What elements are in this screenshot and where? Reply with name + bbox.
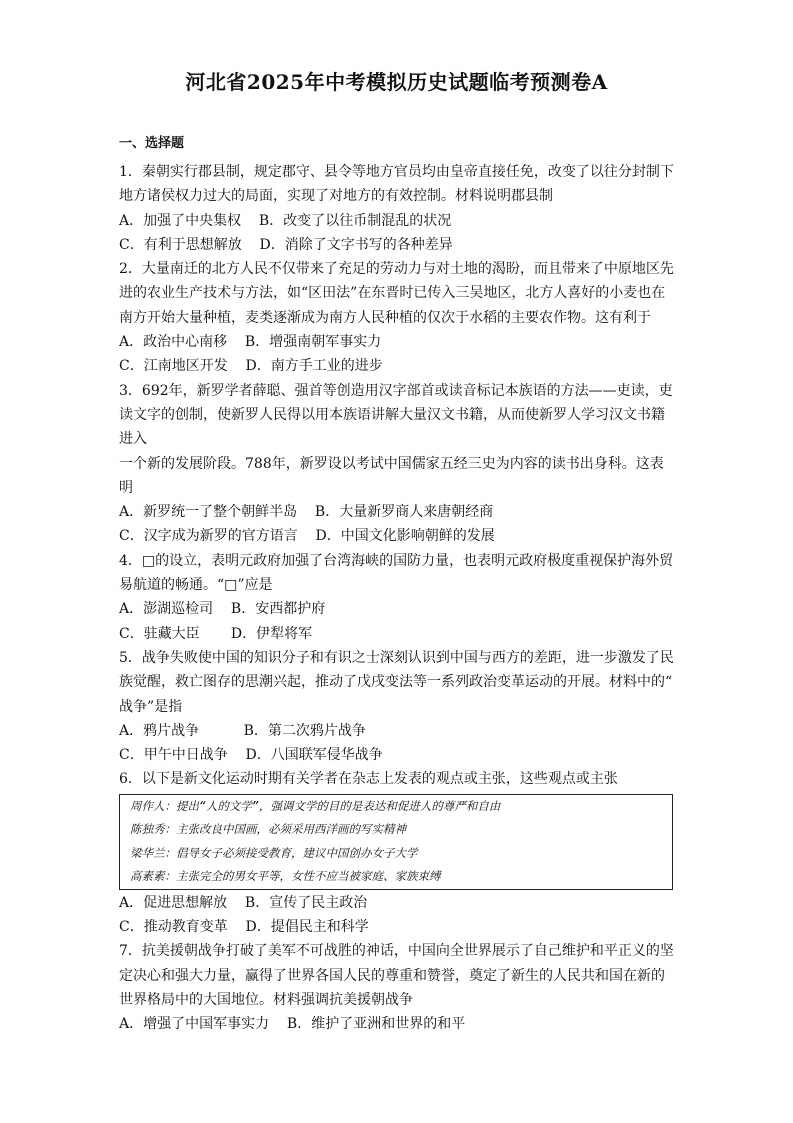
- question-stem-line: 战争”是指: [119, 698, 183, 715]
- answer-options-row: C．江南地区开发 D．南方手工业的进步: [119, 358, 383, 375]
- question-stem-line: 7．抗美援朝战争打破了美军不可战胜的神话，中国向全世界展示了自己维护和平正义的坚: [119, 943, 674, 960]
- answer-options-row: C．有利于思想解放 D．消除了文字书写的各种差异: [119, 236, 453, 253]
- question-stem-line: 5．战争失败使中国的知识分子和有识之士深刻认识到中国与西方的差距，进一步激发了民: [119, 649, 674, 666]
- question-stem-line: 定决心和强大力量，赢得了世界各国人民的尊重和赞誉，奠定了新生的人民共和国在新的: [119, 967, 665, 984]
- answer-options-row: C．甲午中日战争 D．八国联军侵华战争: [119, 747, 383, 764]
- answer-options-row: A．新罗统一了整个朝鲜半岛 B．大量新罗商人来唐朝经商: [119, 504, 494, 521]
- question-6: [119, 767, 675, 939]
- page-title: 河北省2025年中考模拟历史试题临考预测卷A: [185, 70, 608, 94]
- question-stem-line: 4．□的设立，表明元政府加强了台湾海峡的国防力量，也表明元政府极度重视保护海外贸: [119, 552, 674, 569]
- question-stem-line: 3．692年，新罗学者薛聪、强首等创造用汉字部首或读音标记本族语的方法——吏读，吏: [119, 382, 673, 399]
- question-stem-line: 2．大量南迁的北方人民不仅带来了充足的劳动力与对土地的渴盼，而且带来了中原地区先: [119, 261, 674, 278]
- quote-line: 梁华兰：倡导女子必须接受教育，建议中国创办女子大学: [130, 845, 418, 860]
- question-stem-line: 进入: [119, 431, 147, 448]
- question-5: [119, 646, 675, 767]
- question-stem-line: 1．秦朝实行郡县制，规定郡守、县令等地方官员均由皇帝直接任免，改变了以往分封制下: [119, 164, 674, 180]
- question-4: [119, 549, 675, 646]
- question-stem-line: 南方开始大量种植，麦类逐渐成为南方人民种植的仅次于水稻的主要农作物。这有利于: [119, 309, 651, 326]
- question-stem-line: 6．以下是新文化运动时期有关学者在杂志上发表的观点或主张，这些观点或主张: [119, 771, 618, 788]
- question-1: [119, 160, 675, 257]
- answer-options-row: C．推动教育变革 D．提倡民主和科学: [119, 919, 369, 936]
- question-stem-line: 读文字的创制，使新罗人民得以用本族语讲解大量汉文书籍，从而使新罗人学习汉文书籍: [119, 406, 665, 423]
- question-stem-line: 明: [119, 479, 133, 496]
- answer-options-row: A．增强了中国军事实力 B．维护了亚洲和世界的和平: [119, 1016, 466, 1033]
- quote-line: 陈独秀：主张改良中国画，必须采用西洋画的写实精神: [130, 822, 406, 837]
- question-stem-line: 地方诸侯权力过大的局面，实现了对地方的有效控制。材料说明郡县制: [119, 188, 553, 205]
- question-2: [119, 257, 675, 378]
- answer-options-row: C．汉字成为新罗的官方语言 D．中国文化影响朝鲜的发展: [119, 528, 495, 545]
- question-stem-line: 族觉醒，救亡图存的思潮兴起，推动了戊戌变法等一系列政治变革运动的开展。材料中的“: [119, 674, 673, 691]
- quote-line: 高素素：主张完全的男女平等，女性不应当被家庭、家族束缚: [130, 869, 441, 884]
- answer-options-row: A．促进思想解放 B．宣传了民主政治: [119, 894, 368, 911]
- answer-options-row: A．政治中心南移 B．增强南朝军事实力: [119, 334, 382, 351]
- answer-options-row: C．驻藏大臣 D．伊犁将军: [119, 625, 313, 642]
- section-heading: 一、选择题: [119, 136, 185, 151]
- quote-box: [119, 794, 673, 890]
- question-7: [119, 939, 675, 1036]
- answer-options-row: A．鸦片战争 B．第二次鸦片战争: [119, 722, 366, 739]
- question-stem-line: 一个新的发展阶段。788年，新罗设以考试中国儒家五经三史为内容的读书出身科。这表: [119, 455, 664, 472]
- quote-line: 周作人：提出“人的文学”，强调文学的目的是表达和促进人的尊严和自由: [130, 798, 501, 813]
- question-stem-line: 世界格局中的大国地位。材料强调抗美援朝战争: [119, 991, 413, 1008]
- answer-options-row: A．澎湖巡检司 B．安西都护府: [119, 601, 326, 618]
- answer-options-row: A．加强了中央集权 B．改变了以往币制混乱的状况: [119, 212, 452, 229]
- question-stem-line: 易航道的畅通。“□”应是: [119, 577, 273, 594]
- question-list: [119, 160, 675, 1037]
- question-3: [119, 379, 675, 549]
- question-stem-line: 进的农业生产技术与方法，如“区田法”在东晋时已传入三吴地区，北方人喜好的小麦也在: [119, 285, 666, 302]
